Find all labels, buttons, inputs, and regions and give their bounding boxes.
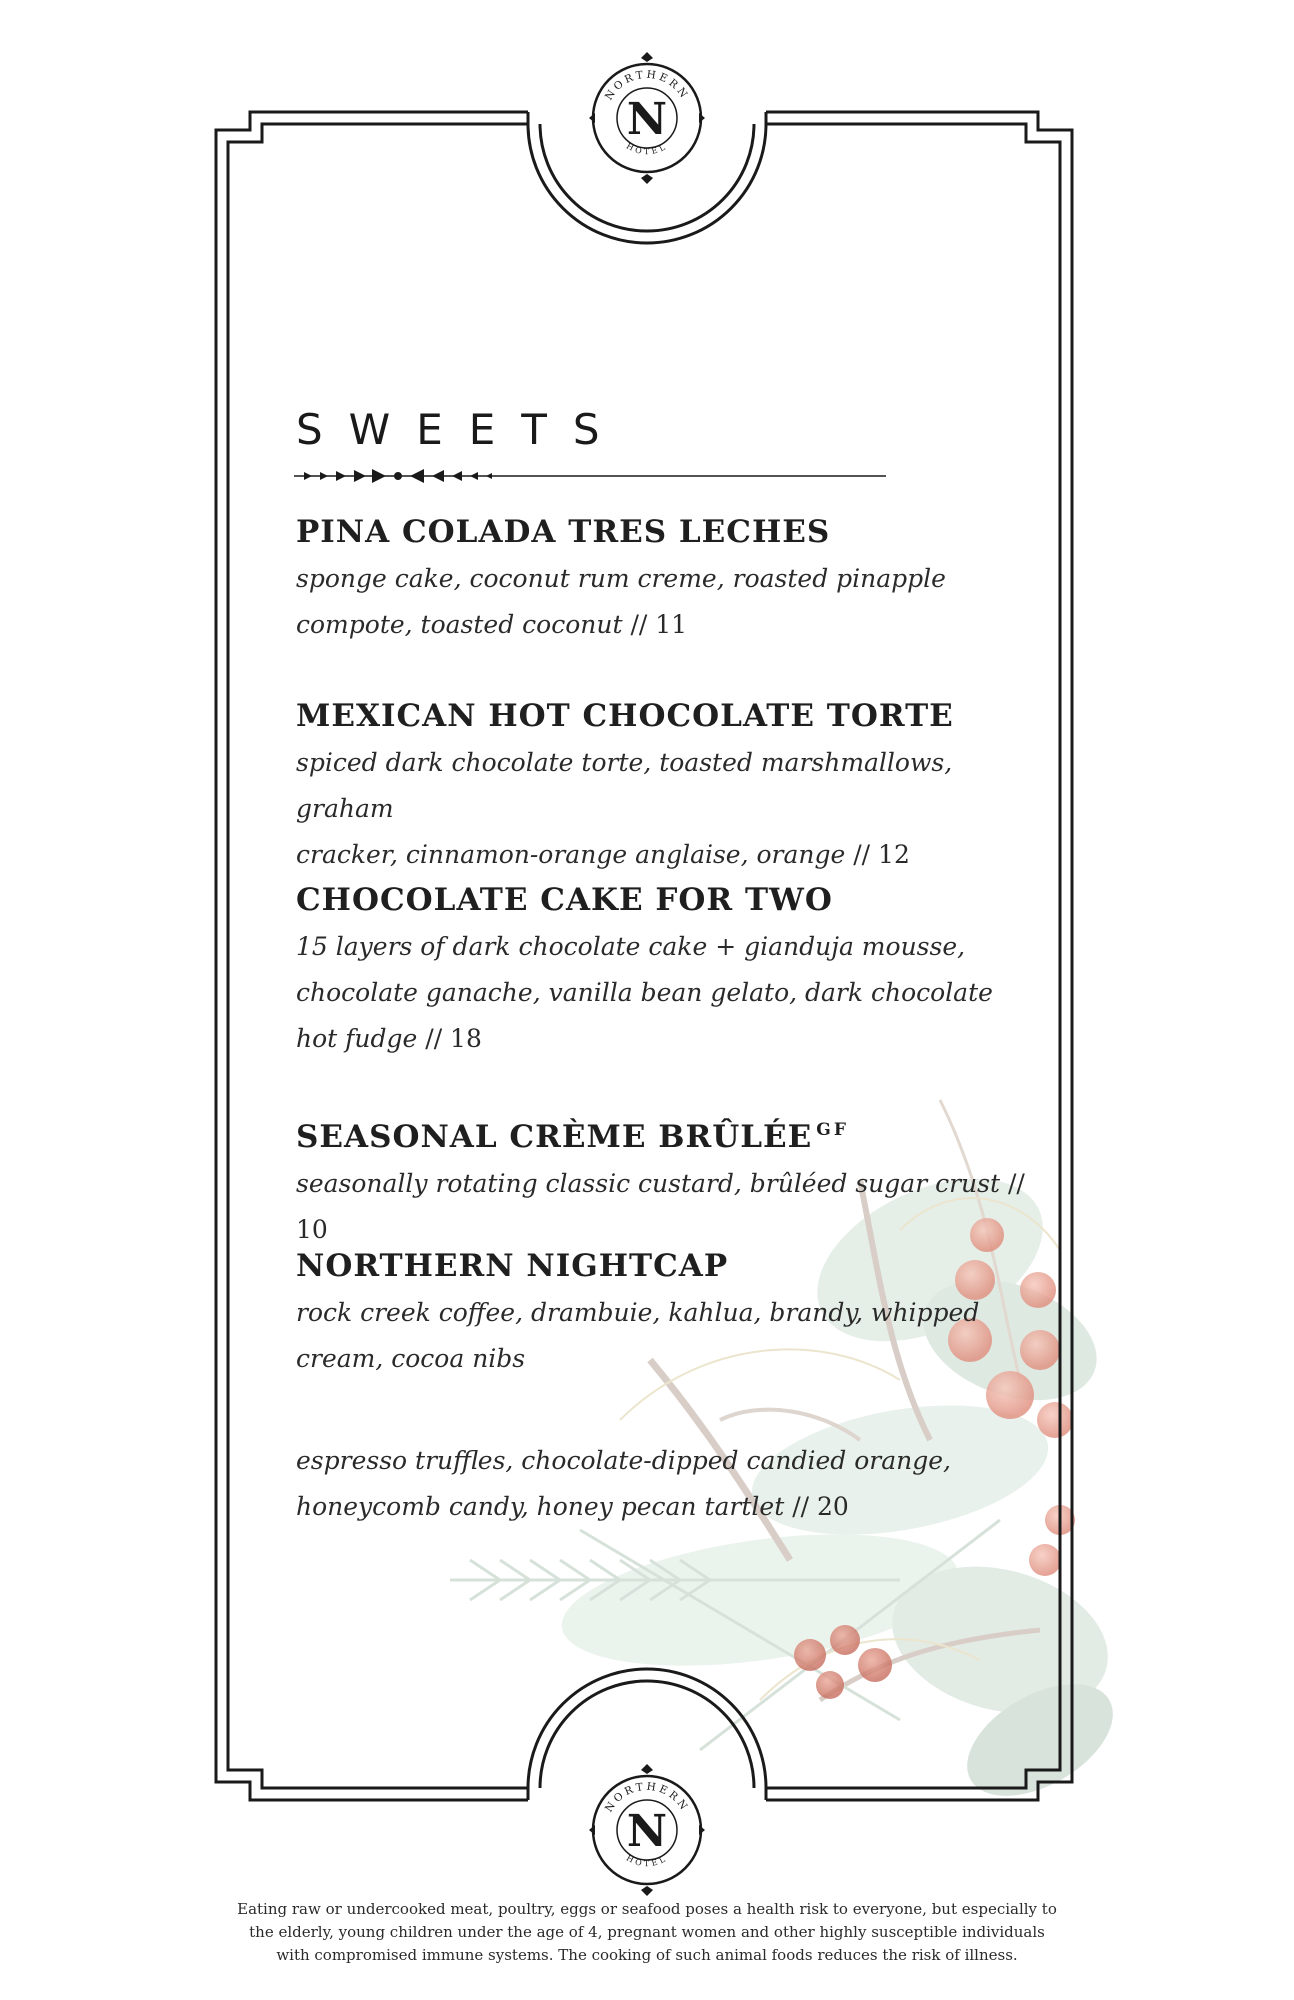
logo-bottom-word: HOTEL — [624, 1853, 670, 1869]
menu-item-pina-colada — [296, 512, 1056, 648]
logo-monogram: N — [626, 94, 668, 145]
item-price: // 20 — [792, 1492, 849, 1521]
item-price: // 12 — [853, 840, 910, 869]
item-description: rock creek coffee, drambuie, kahlua, brandy, whipped cream, cocoa nibs — [296, 1298, 980, 1373]
item-name: CHOCOLATE CAKE FOR TWO — [296, 882, 833, 918]
section-title: SWEETS — [296, 405, 626, 454]
menu-content — [296, 400, 1056, 1521]
menu-item-sweets-plate — [296, 1434, 1056, 1530]
item-description: espresso truffles, chocolate-dipped candied orange, honeycomb candy, honey pecan tartlet // 20 — [296, 1446, 951, 1521]
health-disclaimer: Eating raw or undercooked meat, poultry, eggs or seafood poses a health risk to everyone, but especially to the elderly, young children under the age of 4, pregnant women and other highly susceptible individuals with compromised immune systems. The cooking of such animal foods reduces the risk of illness. — [237, 1900, 1057, 1964]
hotel-logo-top — [587, 52, 707, 186]
hotel-logo-bottom — [587, 1764, 707, 1898]
menu-item-northern-nightcap — [296, 1246, 1056, 1382]
item-name: PINA COLADA TRES LECHES — [296, 514, 831, 550]
logo-top-word: NORTHERN — [602, 68, 692, 103]
item-name: MEXICAN HOT CHOCOLATE TORTE — [296, 698, 954, 734]
item-price: // 11 — [630, 610, 688, 639]
item-description: 15 layers of dark chocolate cake + gianduja mousse, chocolate ganache, vanilla bean gelato, dark chocolate hot fudge // 18 — [296, 932, 993, 1053]
logo-monogram: N — [626, 1806, 668, 1857]
item-description: spiced dark chocolate torte, toasted marshmallows, graham cracker, cinnamon-orange anglaise, orange // 12 — [296, 748, 953, 869]
ornamental-divider — [294, 466, 894, 486]
gluten-free-tag: GF — [816, 1120, 849, 1140]
menu-item-mexican-hot-chocolate — [296, 696, 1056, 878]
logo-top-word: NORTHERN — [602, 1780, 692, 1815]
item-name: NORTHERN NIGHTCAP — [296, 1248, 729, 1284]
item-description: seasonally rotating classic custard, brûléed sugar crust // 10 — [296, 1169, 1025, 1244]
item-price: // 18 — [425, 1024, 482, 1053]
logo-bottom-word: HOTEL — [624, 141, 670, 157]
menu-item-creme-brulee — [296, 1110, 1056, 1253]
item-name: SEASONAL CRÈME BRÛLÉE $^{GF}$ — [296, 1119, 849, 1155]
menu-item-chocolate-cake — [296, 880, 1056, 1062]
item-price: // 10 — [296, 1169, 1025, 1244]
item-description: sponge cake, coconut rum creme, roasted pinapple compote, toasted coconut // 11 — [296, 564, 946, 639]
